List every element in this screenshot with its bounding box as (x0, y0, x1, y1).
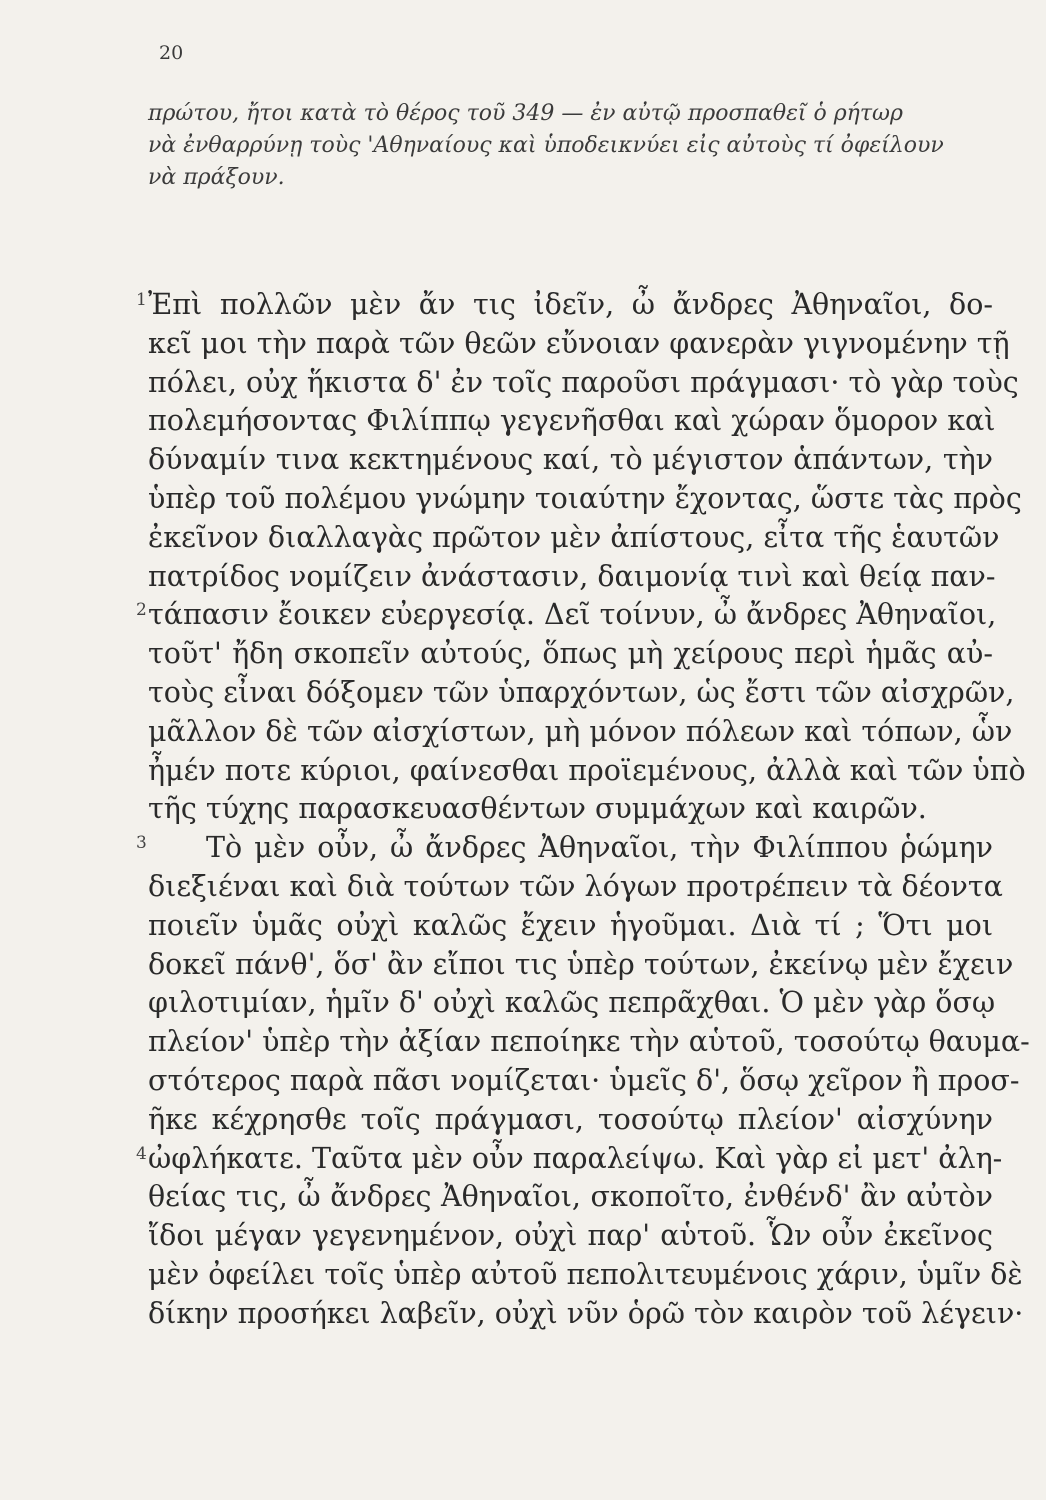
text-line-content: πόλει, οὐχ ἥκιστα δ' ἐν τοῖς παροῦσι πράγμασι· τὸ γὰρ τοὺς (148, 365, 1019, 399)
text-line (136, 596, 997, 635)
text-line-content: ὠφλήκατε. Ταῦτα μὲν οὖν παραλείψω. Καὶ γὰρ εἰ μετ' ἀλη- (148, 1141, 1003, 1175)
text-line-content: ῆκε κέχρησθε τοῖς πράγμασι, τοσούτῳ πλείον' αἰσχύνην (148, 1102, 993, 1136)
text-line (148, 558, 996, 597)
text-line-content: στότερος παρὰ πᾶσι νομίζεται· ὑμεῖς δ', ὅσῳ χεῖρον ἢ προσ- (148, 1063, 1020, 1097)
text-line-content: ὑπὲρ τοῦ πολέμου γνώμην τοιαύτην ἔχοντας, ὥστε τὰς πρὸς (148, 481, 1022, 515)
text-line-content: δύναμίν τινα κεκτημένους καί, τὸ μέγιστον ἁπάντων, τὴν (148, 443, 993, 477)
text-line (148, 868, 1003, 907)
text-line-content: ἐκεῖνον διαλλαγὰς πρῶτον μὲν ἀπίστους, εἶτα τῆς ἑαυτῶν (148, 520, 1000, 554)
text-line (148, 713, 1013, 752)
section-number: 4 (136, 1143, 147, 1164)
text-line (148, 1023, 1030, 1062)
text-line (148, 480, 1022, 519)
text-line-content: τοῦτ' ἤδη σκοπεῖν αὐτούς, ὅπως μὴ χείρους περὶ ἡμᾶς αὐ- (148, 637, 993, 671)
text-line-content: Ἐπὶ πολλῶν μὲν ἄν τις ἰδεῖν, ὦ ἄνδρες Ἀθηναῖοι, δο- (148, 288, 993, 321)
section-number: 2 (136, 600, 147, 621)
text-line (148, 1295, 1024, 1334)
text-line (148, 402, 996, 441)
text-line-content: φιλοτιμίαν, ἡμῖν δ' οὐχὶ καλῶς πεπρᾶχθαι. Ὁ μὲν γὰρ ὅσῳ (148, 986, 996, 1020)
text-line-content: Τὸ μὲν οὖν, ὦ ἄνδρες Ἀθηναῖοι, τὴν Φιλίππου ῥώμην (206, 831, 993, 865)
text-line (148, 325, 1010, 364)
text-line-content: δίκην προσήκει λαβεῖν, οὐχὶ νῦν ὁρῶ τὸν καιρὸν τοῦ λέγειν· (148, 1296, 1024, 1330)
text-line-content: τοὺς εἶναι δόξομεν τῶν ὑπαρχόντων, ὡς ἔστι τῶν αἰσχρῶν, (148, 675, 1015, 709)
text-line-content: κεῖ μοι τὴν παρὰ τῶν θεῶν εὔνοιαν φανερὰν γιγνομένην τῇ (148, 326, 1010, 360)
text-line (148, 1217, 993, 1256)
text-line (148, 635, 993, 674)
text-line-content: μὲν ὀφείλει τοῖς ὑπὲρ αὐτοῦ πεπολιτευμένοις χάριν, ὑμῖν δὲ (148, 1257, 1023, 1291)
text-line (148, 790, 993, 829)
greek-text-body (136, 286, 1030, 1334)
page-number: 20 (159, 42, 184, 64)
text-line (148, 946, 1014, 985)
text-line (148, 364, 1019, 403)
text-line-content: διεξιέναι καὶ διὰ τούτων τῶν λόγων προτρέπειν τὰ δέοντα (148, 869, 1003, 903)
text-line (148, 519, 1000, 558)
section-number: 3 (136, 833, 147, 854)
text-line (148, 984, 996, 1023)
text-line (136, 286, 993, 325)
text-line-content: ἦμέν ποτε κύριοι, φαίνεσθαι προϊεμένους, ἀλλὰ καὶ τῶν ὑπὸ (148, 753, 1026, 787)
intro-line: νὰ ἐνθαρρύνῃ τοὺς 'Αθηναίους καὶ ὑποδεικνύει εἰς αὐτοὺς τί ὀφείλουν (148, 133, 944, 158)
text-line (148, 907, 993, 946)
text-line (148, 1062, 1020, 1101)
intro-summary (148, 98, 993, 194)
text-line-content: πλείον' ὑπὲρ τὴν ἀξίαν πεποίηκε τὴν αὑτοῦ, τοσούτῳ θαυμα- (148, 1025, 1030, 1059)
text-line-content: θείας τις, ὦ ἄνδρες Ἀθηναῖοι, σκοποῖτο, ἐνθένδ' ἂν αὐτὸν (148, 1180, 993, 1214)
text-line (148, 441, 993, 480)
text-line-content: ἴδοι μέγαν γεγενημένον, οὐχὶ παρ' αὑτοῦ. Ὧν οὖν ἐκεῖνος (148, 1219, 993, 1253)
text-line-content: πατρίδος νομίζειν ἀνάστασιν, δαιμονίᾳ τινὶ καὶ θείᾳ παν- (148, 559, 996, 593)
text-line (148, 674, 1015, 713)
text-line (148, 1101, 993, 1140)
intro-line: νὰ πράξουν. (148, 165, 285, 190)
text-line-content: δοκεῖ πάνθ', ὅσ' ἂν εἴποι τις ὑπὲρ τούτων, ἐκείνῳ μὲν ἔχειν (148, 947, 1014, 981)
text-line (136, 829, 993, 868)
text-line (148, 752, 1026, 791)
text-line-content: τῆς τύχης παρασκευασθέντων συμμάχων καὶ καιρῶν. (148, 792, 927, 826)
text-line (136, 1140, 1003, 1179)
text-line-content: μᾶλλον δὲ τῶν αἰσχίστων, μὴ μόνον πόλεων καὶ τόπων, ὧν (148, 714, 1013, 748)
text-line-content: ποιεῖν ὑμᾶς οὐχὶ καλῶς ἔχειν ἡγοῦμαι. Διὰ τί ; Ὅτι μοι (148, 908, 993, 942)
text-line (148, 1178, 993, 1217)
intro-line: πρώτου, ἤτοι κατὰ τὸ θέρος τοῦ 349 — ἐν αὐτῷ προσπαθεῖ ὁ ρήτωρ (148, 101, 903, 126)
text-line-content: τάπασιν ἔοικεν εὐεργεσίᾳ. Δεῖ τοίνυν, ὦ ἄνδρες Ἀθηναῖοι, (148, 598, 997, 632)
text-line (148, 1256, 1023, 1295)
section-number: 1 (136, 290, 147, 310)
text-line-content: πολεμήσοντας Φιλίππῳ γεγενῆσθαι καὶ χώραν ὅμορον καὶ (148, 404, 996, 438)
